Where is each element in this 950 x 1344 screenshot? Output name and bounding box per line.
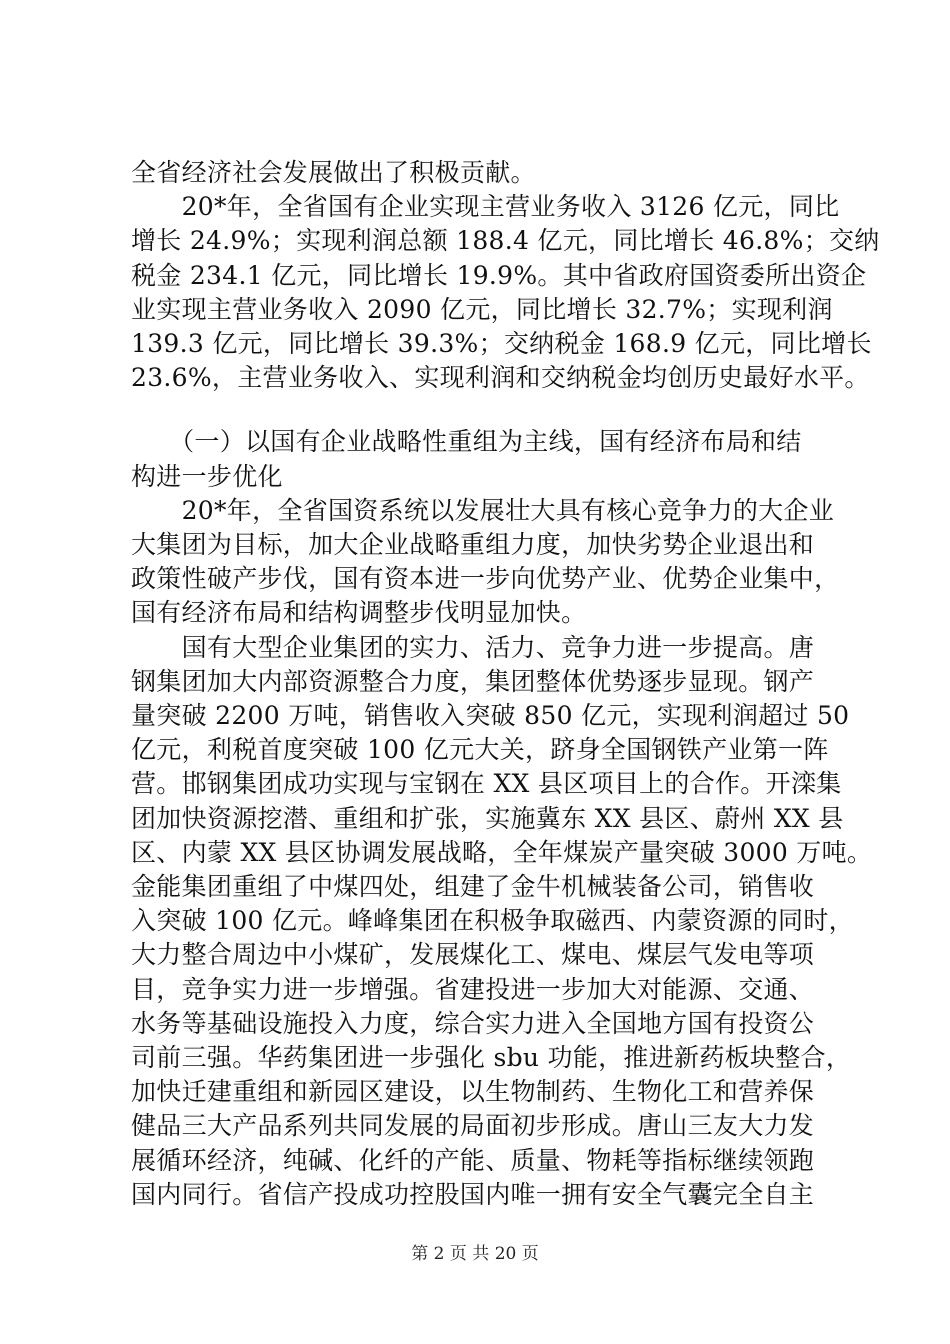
text-line: 国有经济布局和结构调整步伐明显加快。 (131, 598, 587, 627)
text-line: 23.6%，主营业务收入、实现利润和交纳税金均创历史最好水平。 (131, 363, 870, 392)
text-line: 金能集团重组了中煤四处，组建了金牛机械装备公司，销售收 (131, 872, 815, 901)
text-line: 亿元，利税首度突破 100 亿元大关，跻身全国钢铁产业第一阵 (131, 735, 829, 764)
text-line: 139.3 亿元，同比增长 39.3%；交纳税金 168.9 亿元，同比增长 (131, 329, 872, 358)
section-heading-line: （一）以国有企业战略性重组为主线，国有经济布局和结 (131, 427, 802, 456)
text-line: 营。邯钢集团成功实现与宝钢在 XX 县区项目上的合作。开滦集 (131, 769, 842, 798)
text-line: 20*年，全省国有企业实现主营业务收入 3126 亿元，同比 (131, 192, 840, 221)
text-line: 税金 234.1 亿元，同比增长 19.9%。其中省政府国资委所出资企 (131, 261, 867, 290)
text-line: 业实现主营业务收入 2090 亿元，同比增长 32.7%；实现利润 (131, 295, 833, 324)
text-line: 入突破 100 亿元。峰峰集团在积极争取磁西、内蒙资源的同时， (131, 906, 854, 935)
text-line: 加快迁建重组和新园区建设，以生物制药、生物化工和营养保 (131, 1077, 815, 1106)
text-line: 钢集团加大内部资源整合力度，集团整体优势逐步显现。钢产 (131, 667, 815, 696)
text-line: 大力整合周边中小煤矿，发展煤化工、煤电、煤层气发电等项 (131, 940, 815, 969)
text-line: 政策性破产步伐，国有资本进一步向优势产业、优势企业集中， (131, 564, 840, 593)
text-line: 水务等基础设施投入力度，综合实力进入全国地方国有投资公 (131, 1009, 815, 1038)
text-line: 全省经济社会发展做出了积极贡献。 (131, 158, 536, 187)
section-heading-line: 构进一步优化 (131, 462, 283, 491)
text-line: 司前三强。华药集团进一步强化 sbu 功能，推进新药板块整合， (131, 1043, 852, 1072)
text-line: 健品三大产品系列共同发展的局面初步形成。唐山三友大力发 (131, 1111, 815, 1140)
text-line: 目，竞争实力进一步增强。省建投进一步加大对能源、交通、 (131, 975, 815, 1004)
text-line: 量突破 2200 万吨，销售收入突破 850 亿元，实现利润超过 50 (131, 701, 850, 730)
text-line: 区、内蒙 XX 县区协调发展战略，全年煤炭产量突破 3000 万吨。 (131, 838, 873, 867)
page-number-footer: 第 2 页 共 20 页 (411, 1244, 539, 1264)
text-line: 国内同行。省信产投成功控股国内唯一拥有安全气囊完全自主 (131, 1180, 815, 1209)
text-line: 增长 24.9%；实现利润总额 188.4 亿元，同比增长 46.8%；交纳 (131, 226, 880, 255)
text-line: 展循环经济，纯碱、化纤的产能、质量、物耗等指标继续领跑 (131, 1146, 815, 1175)
text-line: 20*年，全省国资系统以发展壮大具有核心竞争力的大企业 (131, 496, 835, 525)
text-line: 大集团为目标，加大企业战略重组力度，加快劣势企业退出和 (131, 530, 815, 559)
text-line: 团加快资源挖潜、重组和扩张，实施冀东 XX 县区、蔚州 XX 县 (131, 804, 844, 833)
text-line: 国有大型企业集团的实力、活力、竞争力进一步提高。唐 (131, 633, 815, 662)
